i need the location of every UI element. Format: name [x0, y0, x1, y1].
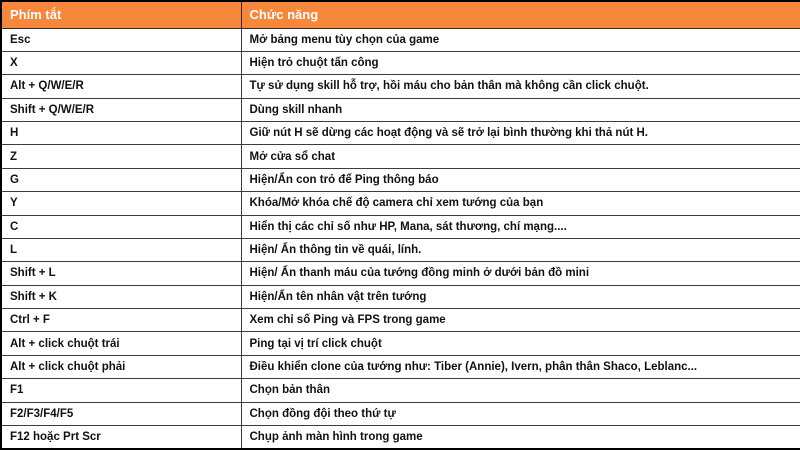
- function-cell: Xem chỉ số Ping và FPS trong game: [241, 309, 800, 332]
- table-row: [1, 75, 800, 98]
- shortcut-cell: Y: [1, 192, 241, 215]
- shortcut-cell: Alt + Q/W/E/R: [1, 75, 241, 98]
- table-row: [1, 332, 800, 355]
- function-cell: Mở cửa sổ chat: [241, 145, 800, 168]
- shortcut-cell: Z: [1, 145, 241, 168]
- function-cell: Dùng skill nhanh: [241, 98, 800, 121]
- table-row: [1, 145, 800, 168]
- table-row: [1, 285, 800, 308]
- function-cell: Điều khiển clone của tướng như: Tiber (Annie), Ivern, phân thân Shaco, Leblanc...: [241, 355, 800, 378]
- function-cell: Hiện/Ẩn tên nhân vật trên tướng: [241, 285, 800, 308]
- function-cell: Hiện/Ẩn con trỏ để Ping thông báo: [241, 168, 800, 191]
- table-row: [1, 355, 800, 378]
- shortcut-cell: C: [1, 215, 241, 238]
- shortcut-cell: Alt + click chuột trái: [1, 332, 241, 355]
- table-row: [1, 402, 800, 425]
- shortcut-cell: F12 hoặc Prt Scr: [1, 425, 241, 449]
- function-cell: Chọn đồng đội theo thứ tự: [241, 402, 800, 425]
- shortcut-cell: Shift + L: [1, 262, 241, 285]
- table-row: [1, 215, 800, 238]
- shortcut-cell: F1: [1, 379, 241, 402]
- function-cell: Tự sử dụng skill hỗ trợ, hồi máu cho bản thân mà không cần click chuột.: [241, 75, 800, 98]
- shortcut-cell: H: [1, 122, 241, 145]
- table-row: [1, 98, 800, 121]
- shortcut-cell: Ctrl + F: [1, 309, 241, 332]
- shortcut-cell: Esc: [1, 28, 241, 51]
- function-cell: Ping tại vị trí click chuột: [241, 332, 800, 355]
- table-row: [1, 122, 800, 145]
- function-cell: Hiển thị các chỉ số như HP, Mana, sát thương, chí mạng....: [241, 215, 800, 238]
- function-cell: Khóa/Mở khóa chế độ camera chỉ xem tướng của bạn: [241, 192, 800, 215]
- column-header-shortcut: Phím tắt: [1, 1, 241, 28]
- shortcut-cell: X: [1, 51, 241, 74]
- table-body: [1, 28, 800, 449]
- table-row: [1, 192, 800, 215]
- shortcut-cell: Shift + K: [1, 285, 241, 308]
- column-header-function: Chức năng: [241, 1, 800, 28]
- table-row: [1, 168, 800, 191]
- table-row: [1, 262, 800, 285]
- table-row: [1, 379, 800, 402]
- shortcut-cell: G: [1, 168, 241, 191]
- table-row: [1, 238, 800, 261]
- shortcut-cell: Shift + Q/W/E/R: [1, 98, 241, 121]
- function-cell: Chọn bản thân: [241, 379, 800, 402]
- header-row: [1, 1, 800, 28]
- table-row: [1, 425, 800, 449]
- function-cell: Chụp ảnh màn hình trong game: [241, 425, 800, 449]
- function-cell: Hiện/ Ẩn thông tin về quái, lính.: [241, 238, 800, 261]
- table-header: [1, 1, 800, 28]
- table-row: [1, 51, 800, 74]
- function-cell: Hiện/ Ẩn thanh máu của tướng đồng minh ở dưới bản đồ mini: [241, 262, 800, 285]
- shortcut-cell: L: [1, 238, 241, 261]
- function-cell: Giữ nút H sẽ dừng các hoạt động và sẽ trở lại bình thường khi thả nút H.: [241, 122, 800, 145]
- function-cell: Hiện trỏ chuột tấn công: [241, 51, 800, 74]
- shortcut-cell: Alt + click chuột phải: [1, 355, 241, 378]
- shortcut-cell: F2/F3/F4/F5: [1, 402, 241, 425]
- function-cell: Mở bảng menu tùy chọn của game: [241, 28, 800, 51]
- table-row: [1, 309, 800, 332]
- table-row: [1, 28, 800, 51]
